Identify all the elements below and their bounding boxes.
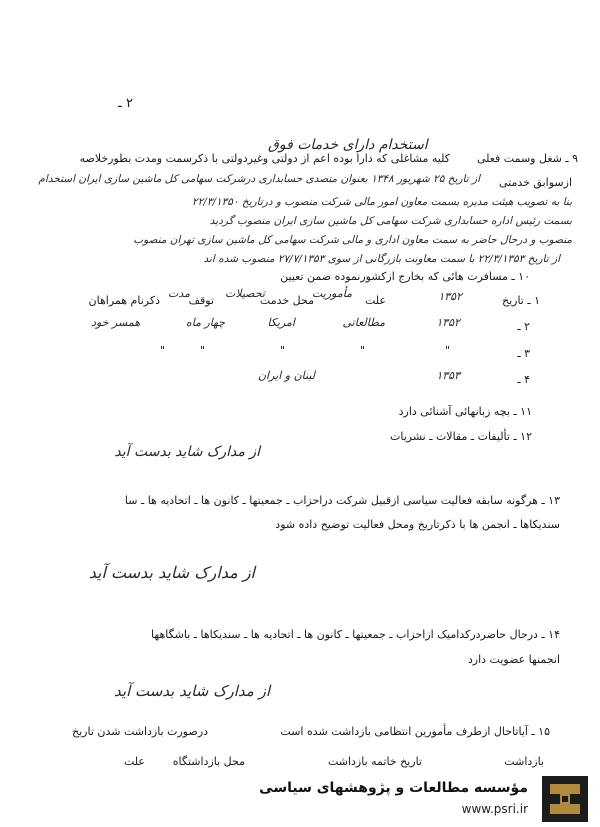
- section9-hw-line-2: بنا به تصویب هیئت مدیره بسمت معاون امور مالی شرکت منصوب و درتاریخ ۲۲/۳/۱۳۵۰: [192, 196, 572, 208]
- section15-line1-left: درصورت بازداشت شدن تاریخ: [72, 725, 209, 738]
- row4-date: ۱۳۵۳: [436, 369, 460, 382]
- row2-place: امریکا: [267, 316, 295, 329]
- row4-place: لبنان و ایران: [257, 369, 315, 382]
- watermark-title: مؤسسه مطالعات و پژوهشهای سیاسی: [259, 780, 528, 796]
- row3-mark-2: ": [360, 344, 366, 357]
- col-date-header: ۱ ـ تاریخ: [501, 294, 540, 307]
- watermark-url: www.psri.ir: [461, 802, 528, 816]
- row2-label: ۲ ـ: [517, 320, 530, 333]
- row2-reason: مطالعاتی: [342, 316, 385, 329]
- section14-line1: ۱۴ ـ درحال حاضردرکدامیک ازاحزاب ـ جمعیتها ـ کانون ها ـ اتحادیه ها ـ سندیکاها ـ باشگاهها: [151, 628, 560, 641]
- section13-handwritten: از مدارک شاید بدست آید: [88, 563, 255, 582]
- section9-line2: ازسوابق خدمتی: [498, 176, 572, 189]
- hw-header-reason: مأموریت: [312, 287, 352, 300]
- section14-handwritten: از مدارک شاید بدست آید: [114, 682, 270, 700]
- section9-hw-line-3: بسمت رئیس اداره حسابداری شرکت سهامی کل ماشین سازی ایران منصوب گردید: [209, 215, 572, 227]
- section9-handwritten-title: استخدام دارای خدمات فوق: [268, 137, 428, 153]
- row3-mark-4: ": [200, 344, 206, 357]
- row2-date: ۱۳۵۲: [436, 316, 460, 329]
- col-duration-header: توقف: [188, 294, 214, 307]
- section9-hw-line-5: از تاریخ ۲۲/۳/۱۳۵۳ با سمت معاونت بازرگانی از سوی ۲۷/۷/۱۳۵۳ منصوب شده اند: [203, 253, 560, 265]
- section10-title: ۱۰ ـ مسافرت هائی که بخارج ازکشورنموده ضمن تعیین: [280, 270, 530, 283]
- row3-mark-5: ": [160, 344, 166, 357]
- section13-line2: سندیکاها ـ انجمن ها با ذکرتاریخ ومحل فعالیت توضیح داده شود: [275, 518, 560, 531]
- psri-logo-icon: [542, 776, 588, 822]
- page-number: ۲ ـ: [118, 96, 133, 111]
- section15-line1: ۱۵ ـ آیاتاحال ازطرف مأمورین انتظامی بازداشت شده است: [280, 725, 550, 738]
- section9-hw-line-4: منصوب و درحال حاضر به سمت معاون اداری و مالی شرکت سهامی کل ماشین سازی تهران منصوب: [133, 234, 572, 246]
- section15-col-end-date: تاریخ خاتمه بازداشت: [327, 755, 422, 768]
- section9-hw-line-1: از تاریخ ۲۵ شهریور ۱۳۴۸ بعنوان متصدی حسابداری درشرکت سهامی کل ماشین سازی ایران استخدام: [38, 173, 480, 185]
- section15-col-place: محل بازداشتگاه: [172, 755, 245, 768]
- row2-companions: همسر خود: [91, 316, 140, 329]
- row4-label: ۴ ـ: [517, 373, 530, 386]
- section15-col-reason: علت: [123, 755, 145, 768]
- col-reason-header: علت: [364, 294, 386, 307]
- section14-line2: انجمنها عضویت دارد: [467, 653, 560, 666]
- section11-text: ۱۱ ـ بچه زبانهائی آشنائی دارد: [398, 405, 532, 418]
- section15-col-detention: بازداشت: [504, 755, 544, 768]
- col-companions-header: ذکرنام همراهان: [88, 294, 160, 307]
- section12-handwritten: از مدارک شاید بدست آید: [114, 444, 260, 460]
- row2-duration: چهار ماه: [185, 316, 225, 329]
- row3-mark-3: ": [280, 344, 286, 357]
- section9-line1: ۹ ـ شغل وسمت فعلی: [476, 152, 578, 165]
- col-place-header: محل خدمت: [259, 294, 314, 307]
- hw-header-place: تحصیلات: [225, 287, 265, 300]
- row3-mark: ": [445, 344, 451, 357]
- section12-text: ۱۲ ـ تألیفات ـ مقالات ـ نشریات: [390, 430, 532, 443]
- hw-header-date: ۱۳۵۲: [438, 290, 462, 303]
- section13-line1: ۱۳ ـ هرگونه سابقه فعالیت سیاسی ازقبیل شرکت دراحزاب ـ جمعیتها ـ کانون ها ـ اتحادیه ها ـ سا: [124, 494, 560, 507]
- watermark: [259, 772, 600, 827]
- row3-label: ۳ ـ: [517, 347, 530, 360]
- hw-header-duration: مدت: [167, 287, 190, 300]
- section9-line1-rest: کلیه مشاغلی که دارا بوده اعم از دولتی وغیردولتی با ذکرسمت ومدت بطورخلاصه: [79, 152, 450, 165]
